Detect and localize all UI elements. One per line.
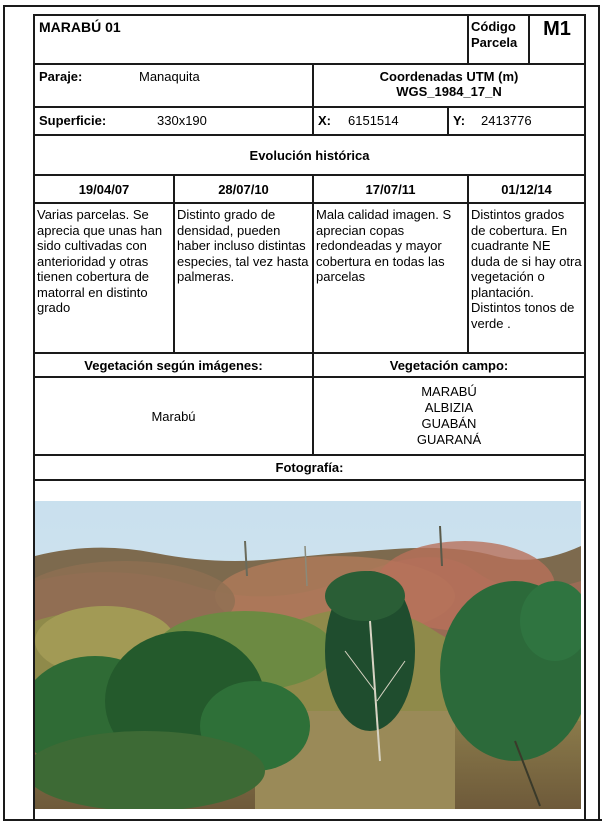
evolution-description: Mala calidad imagen. S aprecian copas redondeadas y mayor cobertura en todas las parcelas xyxy=(313,203,468,353)
vegetation-field-item: GUARANÁ xyxy=(416,432,482,447)
code-label-line2: Parcela xyxy=(471,35,518,50)
superficie-value: 330x190 xyxy=(157,113,207,128)
evolution-date: 01/12/14 xyxy=(468,175,585,203)
evolution-description: Distintos grados de cobertura. En cuadrante NE duda de si hay otra vegetación o plantación. Distintos tonos de verde . xyxy=(468,203,585,353)
coords-title-cell xyxy=(313,64,585,107)
code-label-line1: Código xyxy=(471,19,516,34)
coords-datum: WGS_1984_17_N xyxy=(396,84,502,99)
vegetation-field-item: ALBIZIA xyxy=(424,400,474,415)
paraje-value: Manaquita xyxy=(139,69,200,84)
photo-label: Fotografía: xyxy=(34,455,585,480)
vegetation-field-label: Vegetación campo: xyxy=(313,353,585,377)
evolution-date: 17/07/11 xyxy=(313,175,468,203)
paraje-cell xyxy=(34,64,313,107)
code-label xyxy=(468,15,529,64)
photo-cell xyxy=(34,480,585,821)
evolution-description: Varias parcelas. Se aprecia que unas han sido cultivadas con anterioridad y otras tienen cobertura de matorral en distinto grado xyxy=(34,203,174,353)
paraje-label: Paraje: xyxy=(39,69,83,84)
code-value: M1 xyxy=(529,15,585,64)
vegetation-field-item: MARABÚ xyxy=(421,384,477,399)
vegetation-images-label: Vegetación según imágenes: xyxy=(34,353,313,377)
evolution-date: 19/04/07 xyxy=(34,175,174,203)
vegetation-field-list xyxy=(313,377,585,455)
vegetation-field-item: GUABÁN xyxy=(421,416,477,431)
x-value: 6151514 xyxy=(348,113,399,128)
superficie-label: Superficie: xyxy=(39,113,107,128)
x-label: X: xyxy=(318,113,331,128)
y-cell xyxy=(448,107,585,135)
y-value: 2413776 xyxy=(481,113,532,128)
evolution-date: 28/07/10 xyxy=(174,175,313,203)
evolution-title: Evolución histórica xyxy=(34,135,585,175)
parcel-sheet xyxy=(33,14,584,821)
parcel-title: MARABÚ 01 xyxy=(34,15,468,64)
coords-title: Coordenadas UTM (m) xyxy=(379,69,519,84)
field-photo xyxy=(35,501,581,809)
superficie-cell xyxy=(34,107,313,135)
evolution-description: Distinto grado de densidad, pueden haber incluso distintas especies, tal vez hasta palmeras. xyxy=(174,203,313,353)
vegetation-images-value: Marabú xyxy=(34,377,313,455)
landscape-photo-icon xyxy=(35,501,581,809)
x-cell xyxy=(313,107,448,135)
y-label: Y: xyxy=(453,113,466,128)
parcel-table xyxy=(33,14,586,821)
